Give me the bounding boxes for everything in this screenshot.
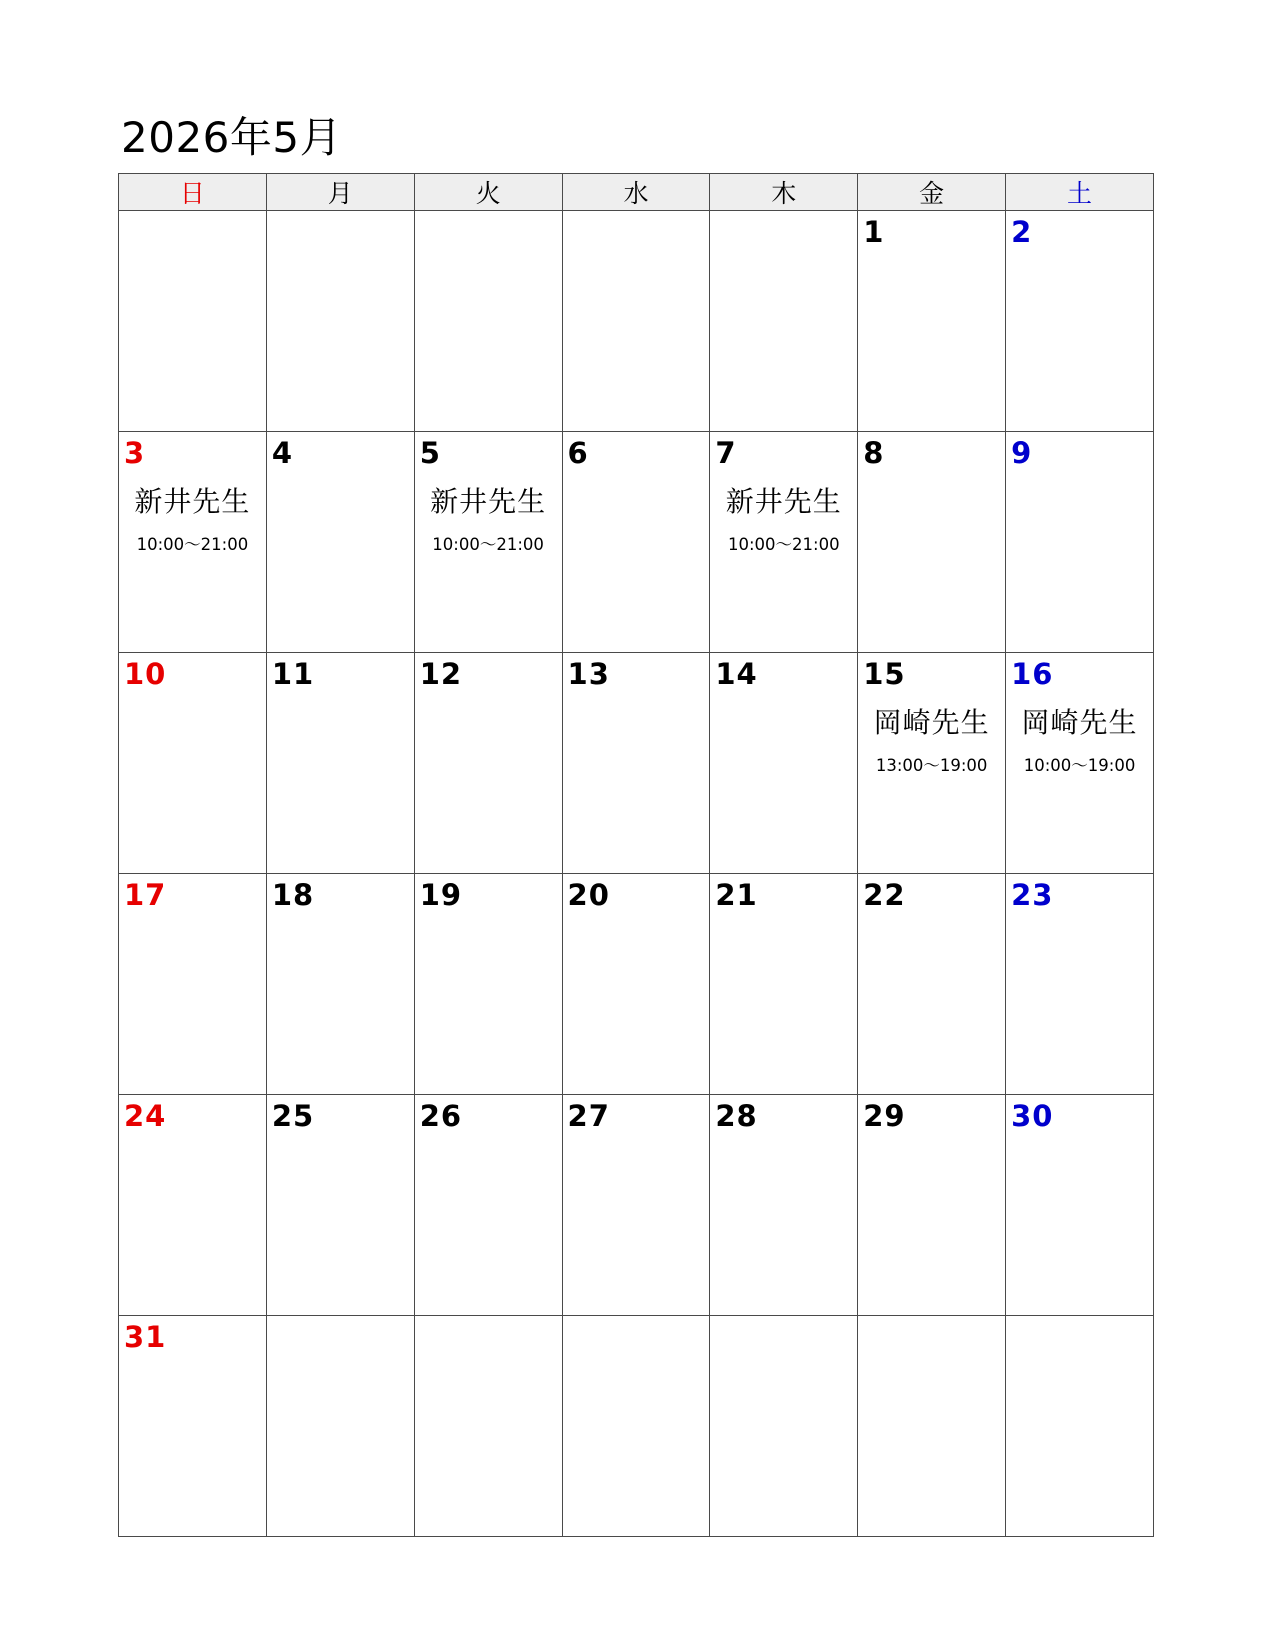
event-teacher-name: 新井先生: [134, 485, 251, 518]
day-cell: [858, 432, 1006, 653]
day-number: 19: [419, 878, 463, 912]
day-cell: [858, 1095, 1006, 1316]
event-teacher-name: 岡崎先生: [1021, 706, 1138, 739]
day-cell: [266, 432, 414, 653]
day-number: 23: [1011, 878, 1054, 912]
day-number: 6: [567, 436, 589, 470]
weekday-header-sunday: 日: [119, 174, 267, 211]
day-number: 10: [124, 657, 167, 691]
day-number: 25: [271, 1099, 315, 1133]
day-cell: [562, 1095, 710, 1316]
empty-day-cell: [858, 1316, 1006, 1537]
event-time-range: 10:00〜19:00: [1023, 756, 1136, 775]
day-cell: [266, 1095, 414, 1316]
day-cell: [414, 653, 562, 874]
empty-day-cell: [1006, 1316, 1154, 1537]
weekday-header-friday: 金: [858, 174, 1006, 211]
day-cell: [710, 432, 858, 653]
day-number: 16: [1011, 657, 1054, 691]
day-cell: [858, 211, 1006, 432]
day-cell: [1006, 211, 1154, 432]
weekday-header-tuesday: 火: [414, 174, 562, 211]
day-cell: [562, 432, 710, 653]
event-entry: [1006, 705, 1153, 777]
day-cell: [710, 653, 858, 874]
day-number: 5: [419, 436, 441, 470]
day-number: 15: [863, 657, 906, 691]
event-time-range: 10:00〜21:00: [136, 535, 249, 554]
day-number: 24: [124, 1099, 167, 1133]
calendar-week-row: [119, 1095, 1154, 1316]
calendar-week-row: [119, 211, 1154, 432]
day-number: 12: [419, 657, 463, 691]
day-cell: [1006, 432, 1154, 653]
calendar-title: 2026年5月: [121, 113, 343, 162]
event-entry: [858, 705, 1005, 777]
event-time-range: 10:00〜21:00: [727, 535, 840, 554]
day-cell: [119, 1316, 267, 1537]
day-cell: [710, 874, 858, 1095]
event-teacher-name: 新井先生: [725, 485, 842, 518]
day-number: 31: [124, 1320, 167, 1354]
day-number: 29: [863, 1099, 906, 1133]
empty-day-cell: [119, 211, 267, 432]
calendar-week-row: [119, 874, 1154, 1095]
day-number: 7: [715, 436, 737, 470]
day-number: 18: [271, 878, 315, 912]
day-number: 1: [863, 215, 885, 249]
day-number: 28: [715, 1099, 758, 1133]
day-cell: [858, 653, 1006, 874]
empty-day-cell: [562, 1316, 710, 1537]
day-number: 2: [1011, 215, 1033, 249]
weekday-header-thursday: 木: [710, 174, 858, 211]
calendar-week-row: [119, 1316, 1154, 1537]
weekday-header-wednesday: 水: [562, 174, 710, 211]
day-number: 21: [715, 878, 758, 912]
month-calendar-grid: [118, 173, 1154, 1537]
empty-day-cell: [266, 1316, 414, 1537]
day-number: 14: [715, 657, 758, 691]
day-number: 17: [124, 878, 167, 912]
empty-day-cell: [710, 1316, 858, 1537]
day-number: 4: [271, 436, 294, 470]
day-number: 13: [567, 657, 610, 691]
event-entry: [415, 484, 562, 556]
day-cell: [562, 653, 710, 874]
day-cell: [119, 432, 267, 653]
day-cell: [1006, 1095, 1154, 1316]
day-cell: [414, 1095, 562, 1316]
day-number: 27: [567, 1099, 610, 1133]
day-cell: [858, 874, 1006, 1095]
event-teacher-name: 新井先生: [430, 485, 547, 518]
day-number: 11: [271, 657, 315, 691]
day-number: 30: [1011, 1099, 1054, 1133]
day-cell: [266, 874, 414, 1095]
calendar-week-row: [119, 653, 1154, 874]
day-cell: [1006, 653, 1154, 874]
calendar-weeks: [119, 211, 1154, 1537]
event-time-range: 13:00〜19:00: [875, 756, 988, 775]
empty-day-cell: [710, 211, 858, 432]
weekday-header-row: [119, 174, 1154, 211]
day-cell: [710, 1095, 858, 1316]
weekday-header-saturday: 土: [1006, 174, 1154, 211]
day-cell: [414, 874, 562, 1095]
weekday-header-monday: 月: [266, 174, 414, 211]
day-number: 3: [124, 436, 146, 470]
day-cell: [562, 874, 710, 1095]
day-cell: [119, 653, 267, 874]
empty-day-cell: [414, 1316, 562, 1537]
day-number: 26: [419, 1099, 463, 1133]
day-cell: [119, 1095, 267, 1316]
event-entry: [710, 484, 857, 556]
day-number: 22: [863, 878, 906, 912]
calendar-week-row: [119, 432, 1154, 653]
day-cell: [119, 874, 267, 1095]
day-cell: [1006, 874, 1154, 1095]
day-number: 9: [1011, 436, 1033, 470]
day-number: 8: [863, 436, 885, 470]
event-teacher-name: 岡崎先生: [873, 706, 990, 739]
empty-day-cell: [414, 211, 562, 432]
day-number: 20: [567, 878, 610, 912]
empty-day-cell: [562, 211, 710, 432]
day-cell: [266, 653, 414, 874]
day-cell: [414, 432, 562, 653]
empty-day-cell: [266, 211, 414, 432]
event-entry: [119, 484, 266, 556]
event-time-range: 10:00〜21:00: [432, 535, 544, 554]
